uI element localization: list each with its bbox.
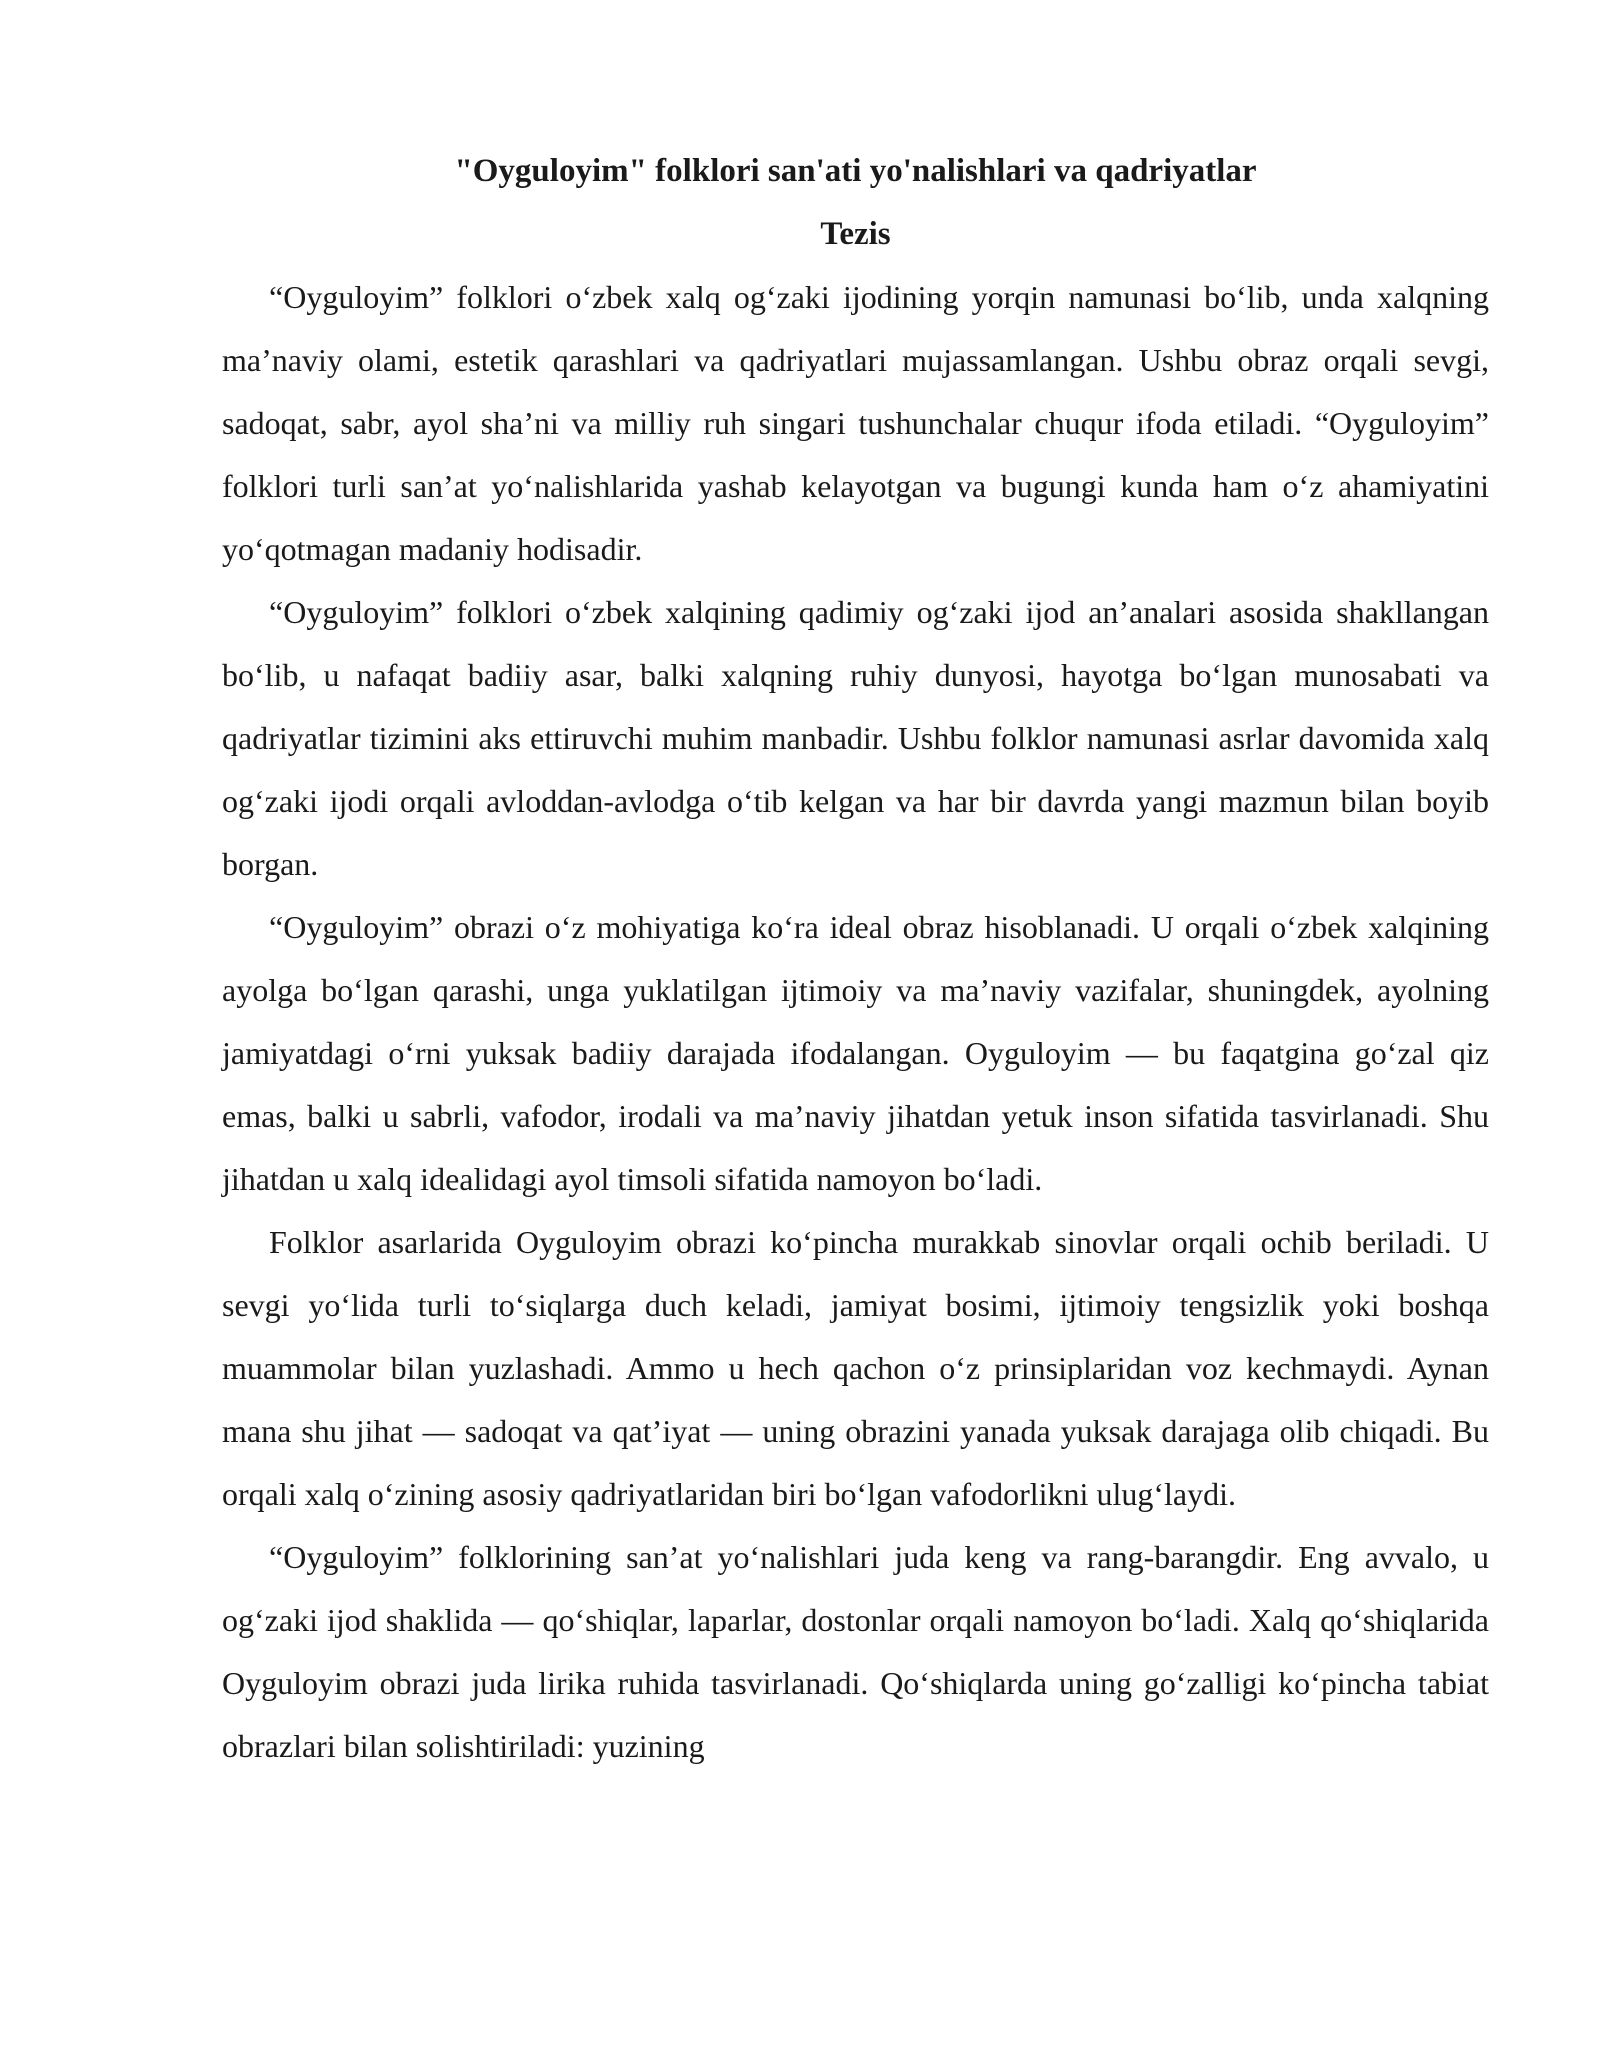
paragraph-5: “Oyguloyim” folklorining san’at yo‘nalishlari juda keng va rang-barangdir. Eng avvalo, u og‘zaki ijod shaklida — qo‘shiqlar, laparlar, dostonlar orqali namoyon bo‘ladi. Xalq qo‘shiqlarida Oyguloyim obrazi juda lirika ruhida tasvirlanadi. Qo‘shiqlarda uning go‘zalligi ko‘pincha tabiat obrazlari bilan solishtiriladi: yuzining bbox=[222, 1539, 1489, 1764]
paragraph-4: Folklor asarlarida Oyguloyim obrazi ko‘pincha murakkab sinovlar orqali ochib beriladi. U sevgi yo‘lida turli to‘siqlarga duch keladi, jamiyat bosimi, ijtimoiy tengsizlik yoki boshqa muammolar bilan yuzlashadi. Ammo u hech qachon o‘z prinsiplaridan voz kechmaydi. Aynan mana shu jihat — sadoqat va qat’iyat — uning obrazini yanada yuksak darajaga olib chiqadi. Bu orqali xalq o‘zining asosiy qadriyatlaridan biri bo‘lgan vafodorlikni ulug‘laydi. bbox=[222, 1224, 1489, 1512]
document-body bbox=[222, 140, 1489, 1778]
document-subtitle: Tezis bbox=[820, 216, 891, 252]
paragraph-3: “Oyguloyim” obrazi o‘z mohiyatiga ko‘ra ideal obraz hisoblanadi. U orqali o‘zbek xalqining ayolga bo‘lgan qarashi, unga yuklatilgan ijtimoiy va ma’naviy vazifalar, shuningdek, ayolning jamiyatdagi o‘rni yuksak badiiy darajada ifodalangan. Oyguloyim — bu faqatgina go‘zal qiz emas, balki u sabrli, vafodor, irodali va ma’naviy jihatdan yetuk inson sifatida tasvirlanadi. Shu jihatdan u xalq idealidagi ayol timsoli sifatida namoyon bo‘ladi. bbox=[222, 909, 1489, 1197]
document-title: "Oyguloyim" folklori san'ati yo'nalishlari va qadriyatlar bbox=[454, 153, 1257, 189]
paragraph-2: “Oyguloyim” folklori o‘zbek xalqining qadimiy og‘zaki ijod an’analari asosida shakllangan bo‘lib, u nafaqat badiiy asar, balki xalqning ruhiy dunyosi, hayotga bo‘lgan munosabati va qadriyatlar tizimini aks ettiruvchi muhim manbadir. Ushbu folklor namunasi asrlar davomida xalq og‘zaki ijodi orqali avloddan-avlodga o‘tib kelgan va har bir davrda yangi mazmun bilan boyib borgan. bbox=[222, 594, 1489, 882]
paragraph-1: “Oyguloyim” folklori o‘zbek xalq og‘zaki ijodining yorqin namunasi bo‘lib, unda xalqning ma’naviy olami, estetik qarashlari va qadriyatlari mujassamlangan. Ushbu obraz orqali sevgi, sadoqat, sabr, ayol sha’ni va milliy ruh singari tushunchalar chuqur ifoda etiladi. “Oyguloyim” folklori turli san’at yo‘nalishlarida yashab kelayotgan va bugungi kunda ham o‘z ahamiyatini yo‘qotmagan madaniy hodisadir. bbox=[222, 279, 1489, 567]
